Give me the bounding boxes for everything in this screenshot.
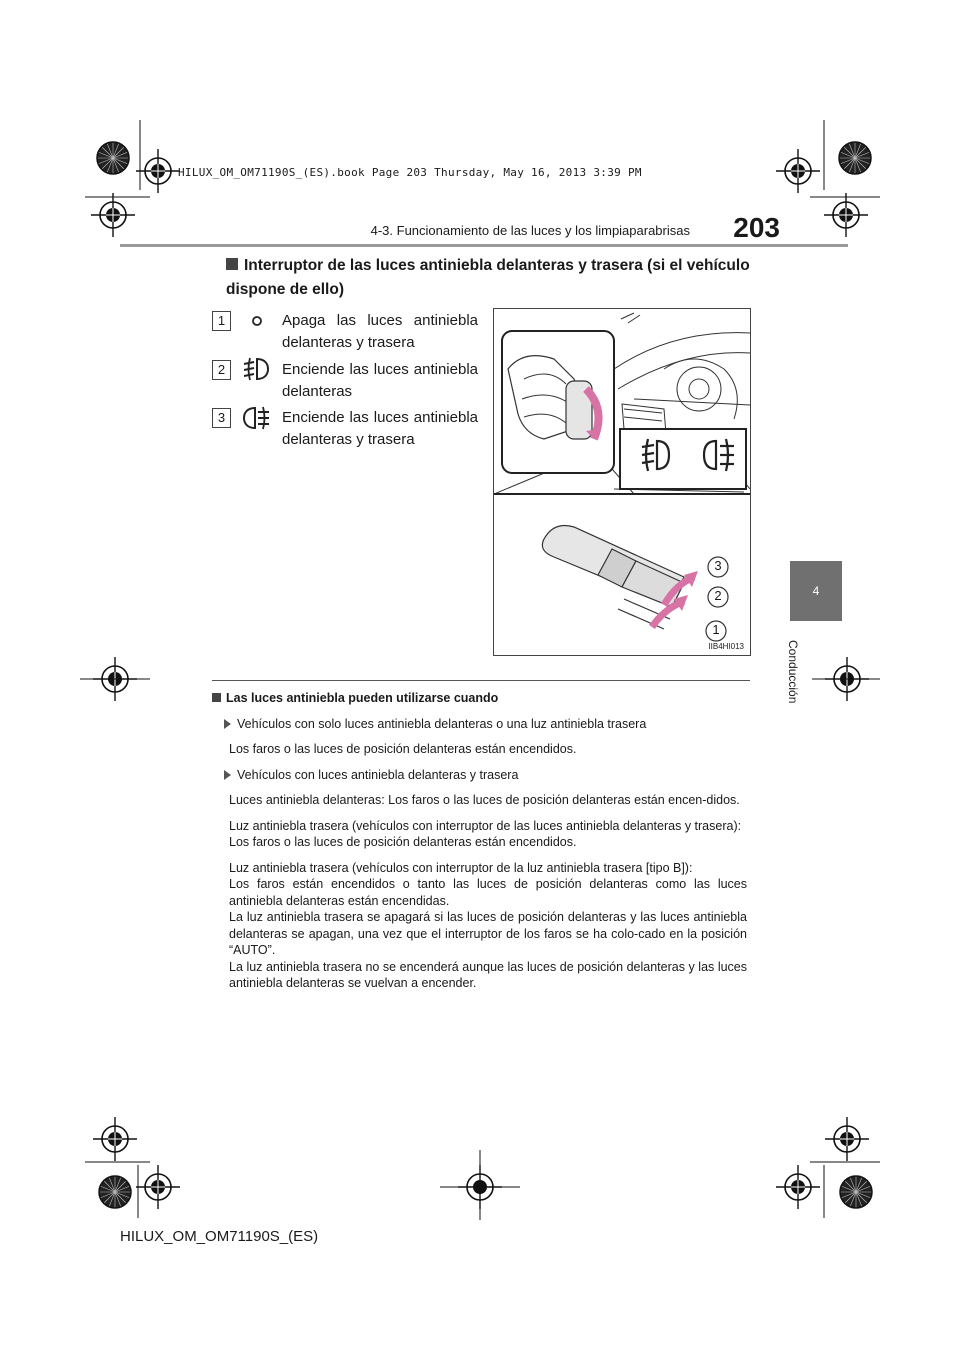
fog-off-circle-icon (250, 314, 266, 328)
notes-paragraph-4c: La luz antiniebla trasera se apagará si las luces de posición delanteras y las luces antiniebla delanteras se apagan, una vez que el interruptor de los faros se ha colo-cado en la posición “AUTO”. (229, 910, 747, 957)
triangle-bullet-icon (224, 770, 231, 780)
item-text-2: Enciende las luces antiniebla delanteras (282, 361, 478, 400)
item-number-1: 1 (212, 311, 231, 331)
figure-callout-2: 2 (714, 588, 722, 603)
item-number-3: 3 (212, 408, 231, 428)
section-title: 4-3. Funcionamiento de las luces y los limpiaparabrisas (370, 223, 690, 238)
notes-paragraph-2: Luces antiniebla delanteras: Los faros o las luces de posición delanteras están encen-didos. (229, 793, 740, 807)
notes-heading-text: Las luces antiniebla pueden utilizarse cuando (226, 691, 499, 705)
front-fog-light-icon (241, 354, 271, 384)
figure-caption: IIB4HI013 (708, 642, 744, 651)
notes-bullet-2-text: Vehículos con luces antiniebla delanteras y trasera (237, 767, 519, 782)
chapter-tab: 4 (790, 561, 842, 621)
notes-paragraph-3a: Luz antiniebla trasera (vehículos con interruptor de las luces antiniebla delanteras y trasera): (229, 818, 742, 833)
notes-bullet-1-text: Vehículos con solo luces antiniebla delanteras o una luz antiniebla trasera (237, 716, 647, 731)
illustration-drawing (494, 309, 750, 655)
section-heading (226, 254, 751, 302)
square-bullet-icon (212, 693, 221, 702)
triangle-bullet-icon (224, 719, 231, 729)
figure-callout-1: 1 (712, 622, 720, 637)
footer-document-id: HILUX_OM_OM71190S_(ES) (120, 1228, 319, 1245)
section-heading-text: Interruptor de las luces antiniebla delanteras y trasera (si el vehículo dispone de ello) (226, 257, 750, 298)
notes-bullet-2 (212, 767, 747, 784)
figure-callout-3: 3 (714, 558, 722, 573)
notes-paragraph-4d: La luz antiniebla trasera no se encenderá aunque las luces de posición delanteras y las luces antiniebla delanteras se vuelvan a encender. (229, 959, 747, 990)
notes-divider (212, 680, 750, 681)
notes-paragraph-4b: Los faros están encendidos o tanto las luces de posición delanteras como las luces antiniebla delanteras están encendidas. (229, 877, 747, 908)
item-text-1: Apaga las luces antiniebla delanteras y trasera (282, 312, 478, 351)
notes-paragraph-3 (212, 818, 747, 851)
notes-paragraph-3b: Los faros o las luces de posición delanteras están encendidos. (229, 835, 577, 849)
file-stamp: HILUX_OM_OM71190S_(ES).book Page 203 Thursday, May 16, 2013 3:39 PM (178, 166, 642, 179)
notes-heading (212, 690, 747, 707)
square-bullet-icon (226, 258, 238, 270)
chapter-label-text: Conducción (786, 640, 800, 704)
item-number-2: 2 (212, 360, 231, 380)
header-rule (120, 244, 848, 247)
rear-fog-light-icon (241, 403, 271, 433)
page-number: 203 (733, 212, 780, 243)
notes-section (212, 690, 747, 1001)
item-text-3: Enciende las luces antiniebla delanteras y trasera (282, 409, 478, 448)
notes-bullet-1 (212, 716, 747, 733)
notes-paragraph-4 (212, 860, 747, 992)
fog-switch-illustration (493, 308, 751, 656)
notes-paragraph-1: Los faros o las luces de posición delanteras están encendidos. (229, 742, 577, 756)
chapter-label (786, 640, 802, 740)
notes-paragraph-4a: Luz antiniebla trasera (vehículos con interruptor de la luz antiniebla trasera [tipo B]): (229, 860, 693, 875)
